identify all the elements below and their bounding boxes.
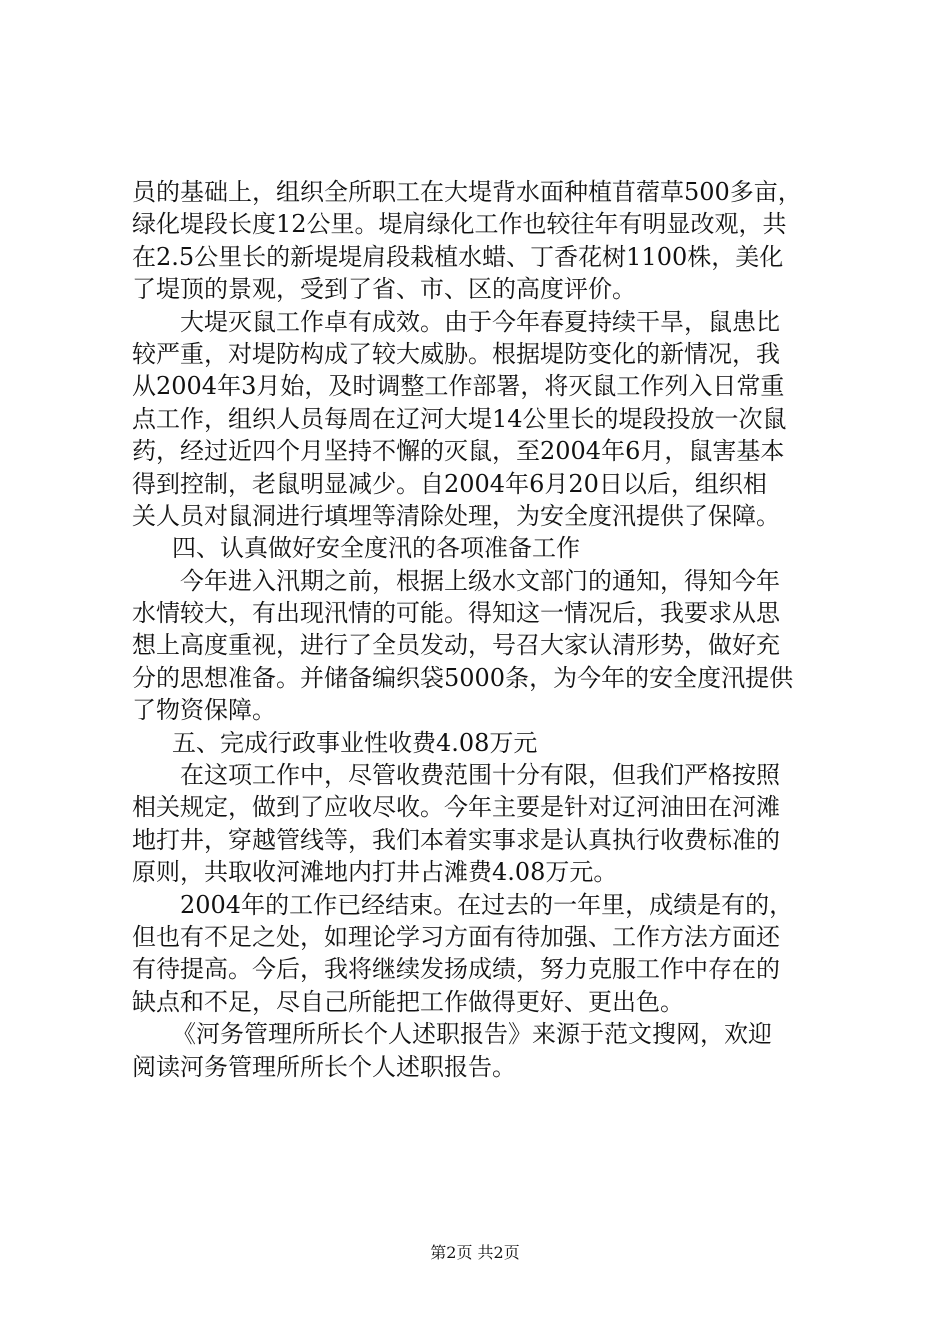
text-line: 点工作，组织人员每周在辽河大堤14公里长的堤段投放一次鼠 xyxy=(132,404,787,433)
text-line: 有待提高。今后，我将继续发扬成绩，努力克服工作中存在的 xyxy=(132,955,780,984)
text-line: 较严重，对堤防构成了较大威胁。根据堤防变化的新情况，我 xyxy=(132,339,780,368)
text-line: 药，经过近四个月坚持不懈的灭鼠，至2004年6月，鼠害基本 xyxy=(132,437,785,466)
text-line: 但也有不足之处，如理论学习方面有待加强、工作方法方面还 xyxy=(132,922,780,951)
section-heading: 五、完成行政事业性收费4.08万元 xyxy=(172,728,538,757)
text-line: 从2004年3月始，及时调整工作部署，将灭鼠工作列入日常重 xyxy=(132,372,785,401)
paragraph-first-line: 大堤灭鼠工作卓有成效。由于今年春夏持续干旱，鼠患比 xyxy=(180,307,780,336)
text-line: 缺点和不足，尽自己所能把工作做得更好、更出色。 xyxy=(132,987,684,1016)
paragraph-first-line: 2004年的工作已经结束。在过去的一年里，成绩是有的， xyxy=(180,890,794,919)
text-line: 相关规定，做到了应收尽收。今年主要是针对辽河油田在河滩 xyxy=(132,793,780,822)
text-line: 阅读河务管理所所长个人述职报告。 xyxy=(132,1052,516,1081)
text-line: 员的基础上，组织全所职工在大堤背水面种植苜蓿草500多亩， xyxy=(132,178,802,206)
text-line: 绿化堤段长度12公里。堤肩绿化工作也较往年有明显改观，共 xyxy=(132,210,787,239)
paragraph-first-line: 《河务管理所所长个人述职报告》来源于范文搜网，欢迎 xyxy=(172,1020,772,1049)
page-number-footer: 第2页 共2页 xyxy=(430,1243,520,1262)
text-line: 水情较大，有出现汛情的可能。得知这一情况后，我要求从思 xyxy=(132,599,780,628)
text-line: 关人员对鼠洞进行填埋等清除处理，为安全度汛提供了保障。 xyxy=(132,501,780,530)
paragraph-first-line: 在这项工作中，尽管收费范围十分有限，但我们严格按照 xyxy=(180,761,780,790)
document-body xyxy=(132,176,832,1083)
text-line: 原则，共取收河滩地内打井占滩费4.08万元。 xyxy=(132,858,618,887)
text-line: 了物资保障。 xyxy=(132,696,276,725)
text-line: 了堤顶的景观，受到了省、市、区的高度评价。 xyxy=(132,275,636,304)
text-line: 在2.5公里长的新堤堤肩段栽植水蜡、丁香花树1100株，美化 xyxy=(132,242,784,271)
text-line: 想上高度重视，进行了全员发动，号召大家认清形势，做好充 xyxy=(132,631,780,660)
text-line: 地打井，穿越管线等，我们本着实事求是认真执行收费标准的 xyxy=(132,825,780,854)
text-line: 得到控制，老鼠明显减少。自2004年6月20日以后，组织相 xyxy=(132,469,767,498)
text-line: 分的思想准备。并储备编织袋5000条，为今年的安全度汛提供 xyxy=(132,663,794,692)
section-heading: 四、认真做好安全度汛的各项准备工作 xyxy=(172,534,580,563)
paragraph-first-line: 今年进入汛期之前，根据上级水文部门的通知，得知今年 xyxy=(180,566,780,595)
